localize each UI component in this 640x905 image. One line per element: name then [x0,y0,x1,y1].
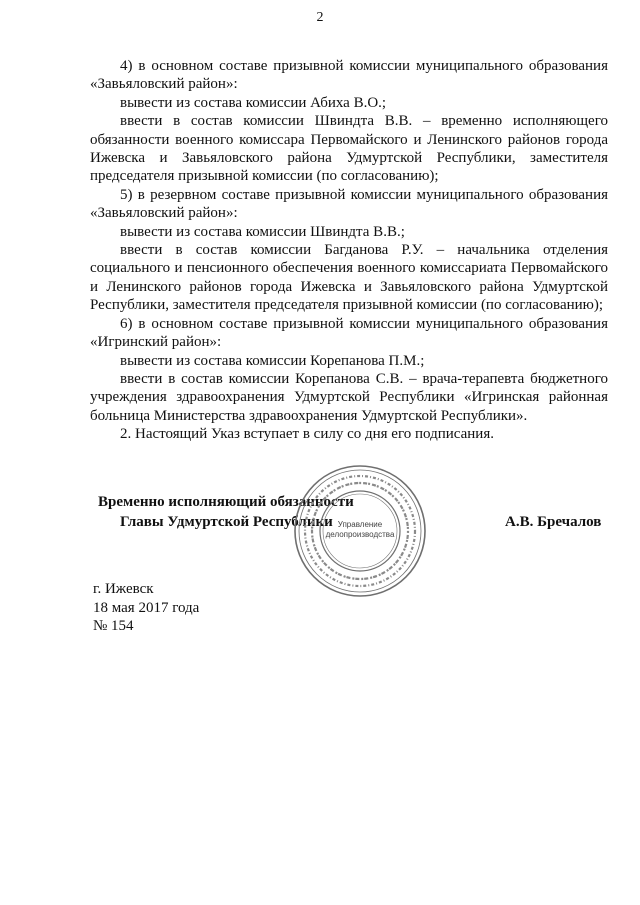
paragraph-remove-shvindt: вывести из состава комиссии Швиндта В.В.; [120,223,405,240]
paragraph-remove-korepanov-pm: вывести из состава комиссии Корепанова П.М.; [120,352,425,369]
decree-number: № 154 [93,618,134,634]
paragraph-item-5: 5) в резервном составе призывной комиссии муниципального образования «Завьяловский район»: [90,186,608,222]
signature-title-line2: Главы Удмуртской Республики [120,514,333,530]
signing-date: 18 мая 2017 года [93,599,200,616]
paragraph-add-korepanov-sv: ввести в состав комиссии Корепанова С.В. – врача-терапевта бюджетного учреждения здравоохранения Удмуртской Республики «Игринская районная больница Министерства здравоохранения Удмуртской Республики». [90,370,608,424]
document-footer [93,580,199,636]
page-number: 2 [316,10,324,25]
decree-body [90,57,608,444]
paragraph-item-4: 4) в основном составе призывной комиссии муниципального образования «Завьяловский район»: [90,58,608,93]
paragraph-add-shvindt: ввести в состав комиссии Швиндта В.В. – временно исполняющего обязанности военного комиссара Первомайского и Ленинского районов города Ижевска и Завьяловского района Удмуртской Республики, заместителя председателя призывной комиссии (по согласованию); [90,113,608,185]
stamp-center-line1: Управление [337,520,383,529]
paragraph-add-bagdanov: ввести в состав комиссии Багданова Р.У. – начальника отделения социального и пенсионного обеспечения военного комиссариата Первомайского и Ленинского районов города Ижевска и Завьяловского района Удмуртской Республики, заместителя председателя призывной комиссии (по согласованию); [90,242,608,314]
paragraph-effective-date: 2. Настоящий Указ вступает в силу со дня его подписания. [120,426,494,443]
place-of-signing: г. Ижевск [93,581,154,597]
signature-title-line1: Временно исполняющий обязанности [98,494,354,510]
paragraph-remove-abikh: вывести из состава комиссии Абиха В.О.; [120,94,387,111]
paragraph-item-6: 6) в основном составе призывной комиссии муниципального образования «Игринский район»: [90,315,608,351]
official-stamp [292,463,428,599]
signatory-name: А.В. Бречалов [505,514,602,530]
stamp-center-line2: делопроизводства [325,530,395,539]
